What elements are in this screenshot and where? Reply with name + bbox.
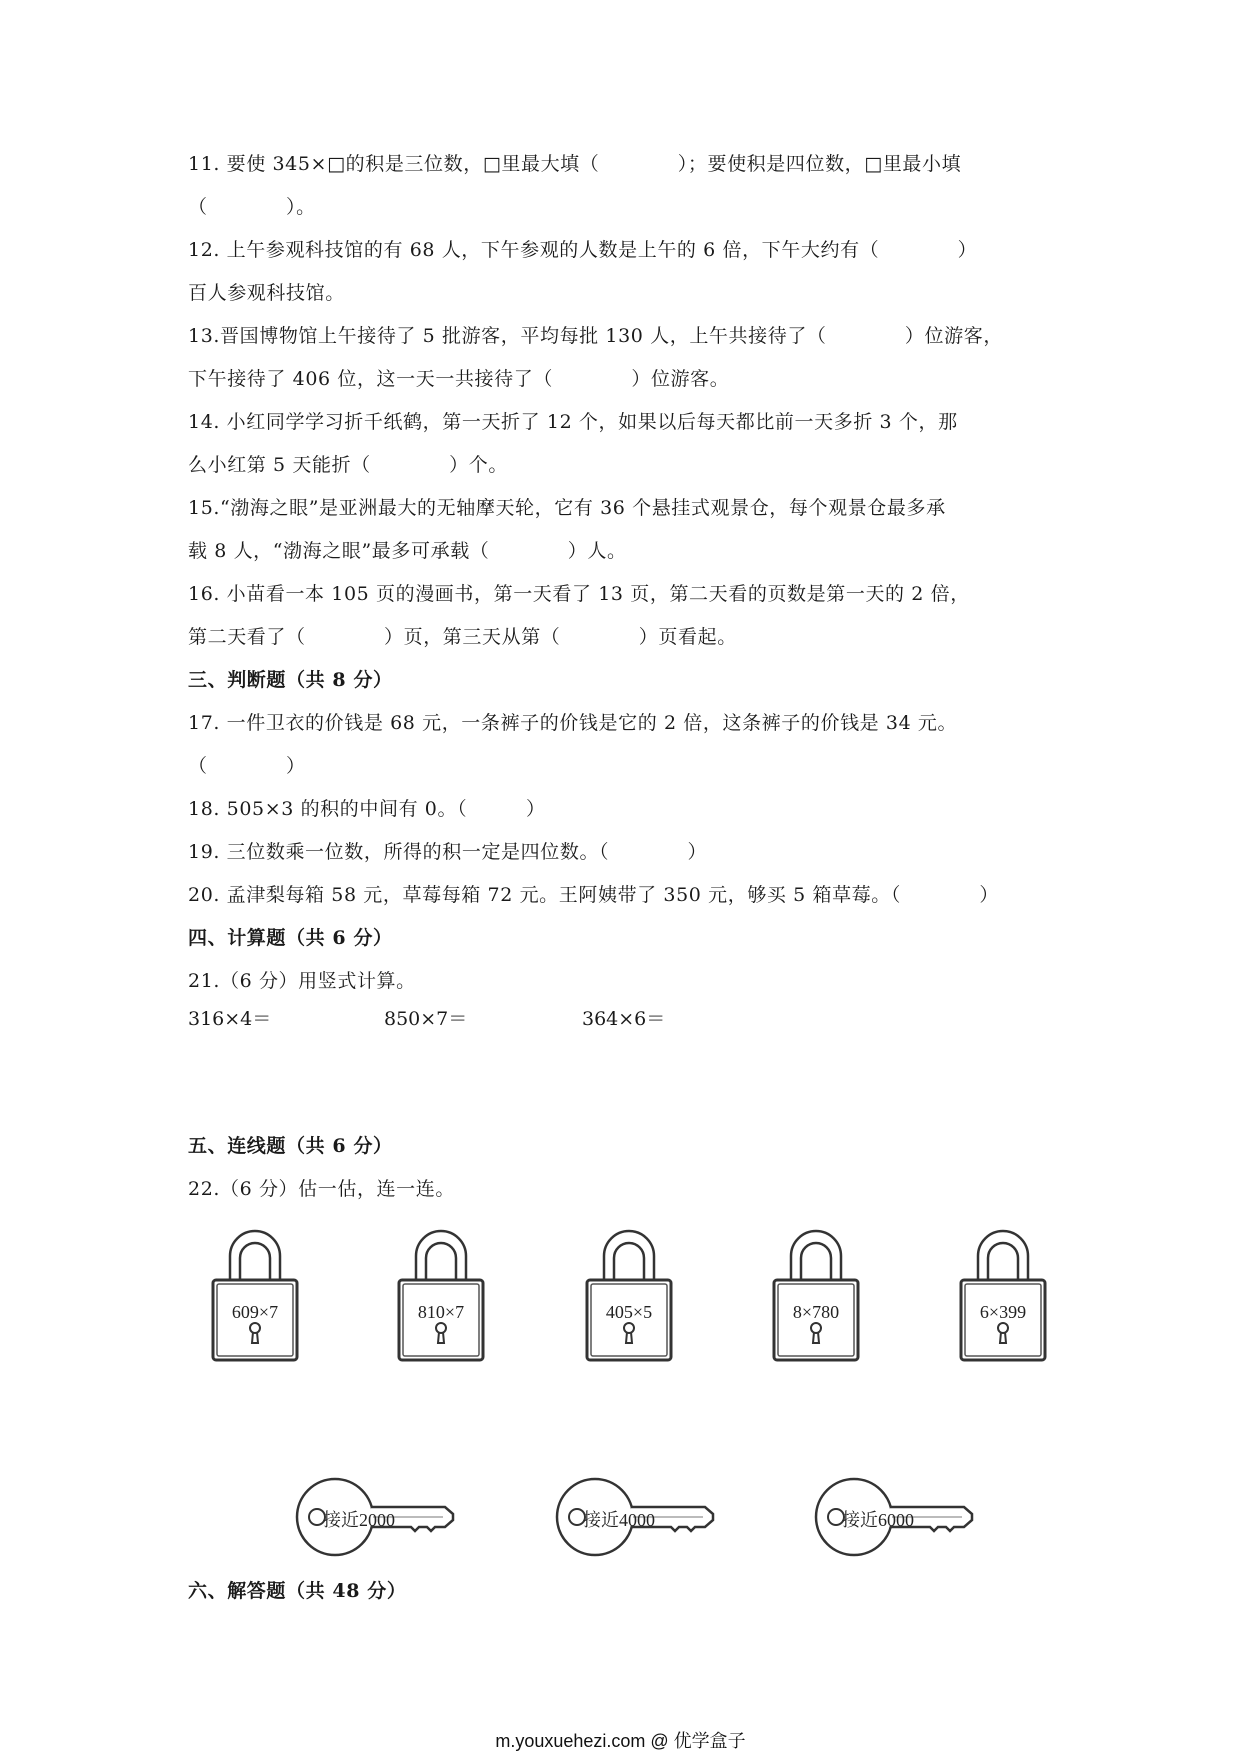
question-15-line-1: 15.“渤海之眼”是亚洲最大的无轴摩天轮，它有 36 个悬挂式观景仓，每个观景仓最多承 (188, 497, 946, 519)
padlock-label: 405×5 (605, 1302, 653, 1322)
padlock-icon (581, 1222, 677, 1364)
padlock[interactable] (955, 1222, 1051, 1364)
question-14-line-2: 么小红第 5 天能折（ ）个。 (188, 454, 508, 476)
question-22: 22.（6 分）估一估，连一连。 (188, 1178, 455, 1200)
question-14-line-1: 14. 小红同学学习折千纸鹤，第一天折了 12 个，如果以后每天都比前一天多折 3 个，那 (188, 411, 958, 433)
calc-850x7: 850×7＝ (384, 1008, 468, 1030)
question-13-line-1: 13.晋国博物馆上午接待了 5 批游客，平均每批 130 人，上午共接待了（ ）位游客， (188, 325, 1003, 347)
section-4-heading: 四、计算题（共 6 分） (188, 927, 393, 949)
padlock-label: 810×7 (417, 1302, 465, 1322)
padlock-label: 6×399 (979, 1302, 1027, 1322)
question-12-line-2: 百人参观科技馆。 (188, 282, 345, 304)
key[interactable] (295, 1472, 455, 1562)
question-16-line-2: 第二天看了（ ）页，第三天从第（ ）页看起。 (188, 626, 737, 648)
question-13-line-2: 下午接待了 406 位，这一天一共接待了（ ）位游客。 (188, 368, 730, 390)
padlock[interactable] (581, 1222, 677, 1364)
padlock[interactable] (393, 1222, 489, 1364)
padlock[interactable] (207, 1222, 303, 1364)
question-20: 20. 孟津梨每箱 58 元，草莓每箱 72 元。王阿姨带了 350 元，够买 5 箱草莓。（ ） (188, 884, 999, 906)
padlock-label: 8×780 (792, 1302, 840, 1322)
padlock-icon (207, 1222, 303, 1364)
key-label: 接近6000 (842, 1510, 914, 1530)
footer-watermark: m.youxuehezi.com @ 优学盒子 (495, 1731, 746, 1751)
section-3-heading: 三、判断题（共 8 分） (188, 669, 393, 691)
section-5-heading: 五、连线题（共 6 分） (188, 1135, 393, 1157)
padlock[interactable] (768, 1222, 864, 1364)
question-18: 18. 505×3 的积的中间有 0。（ ） (188, 798, 546, 820)
question-17-line-2: （ ） (188, 755, 306, 777)
question-12-line-1: 12. 上午参观科技馆的有 68 人，下午参观的人数是上午的 6 倍，下午大约有（ ） (188, 239, 978, 261)
key-label: 接近2000 (323, 1510, 395, 1530)
question-21: 21.（6 分）用竖式计算。 (188, 970, 416, 992)
key[interactable] (814, 1472, 974, 1562)
question-11-line-1: 11. 要使 345×□的积是三位数，□里最大填（ ）；要使积是四位数，□里最小填 (188, 153, 962, 175)
padlock-icon (955, 1222, 1051, 1364)
calc-364x6: 364×6＝ (582, 1008, 666, 1030)
key-label: 接近4000 (583, 1510, 655, 1530)
calc-316x4: 316×4＝ (188, 1008, 272, 1030)
padlock-icon (393, 1222, 489, 1364)
padlock-label: 609×7 (231, 1302, 279, 1322)
question-16-line-1: 16. 小苗看一本 105 页的漫画书，第一天看了 13 页，第二天看的页数是第一天的 2 倍， (188, 583, 970, 605)
question-19: 19. 三位数乘一位数，所得的积一定是四位数。（ ） (188, 841, 708, 863)
question-15-line-2: 载 8 人，“渤海之眼”最多可承载（ ）人。 (188, 540, 627, 562)
question-17-line-1: 17. 一件卫衣的价钱是 68 元，一条裤子的价钱是它的 2 倍，这条裤子的价钱是 34 元。 (188, 712, 958, 734)
question-11-line-2: （ ）。 (188, 196, 316, 218)
section-6-heading: 六、解答题（共 48 分） (188, 1580, 407, 1602)
key[interactable] (555, 1472, 715, 1562)
padlock-icon (768, 1222, 864, 1364)
